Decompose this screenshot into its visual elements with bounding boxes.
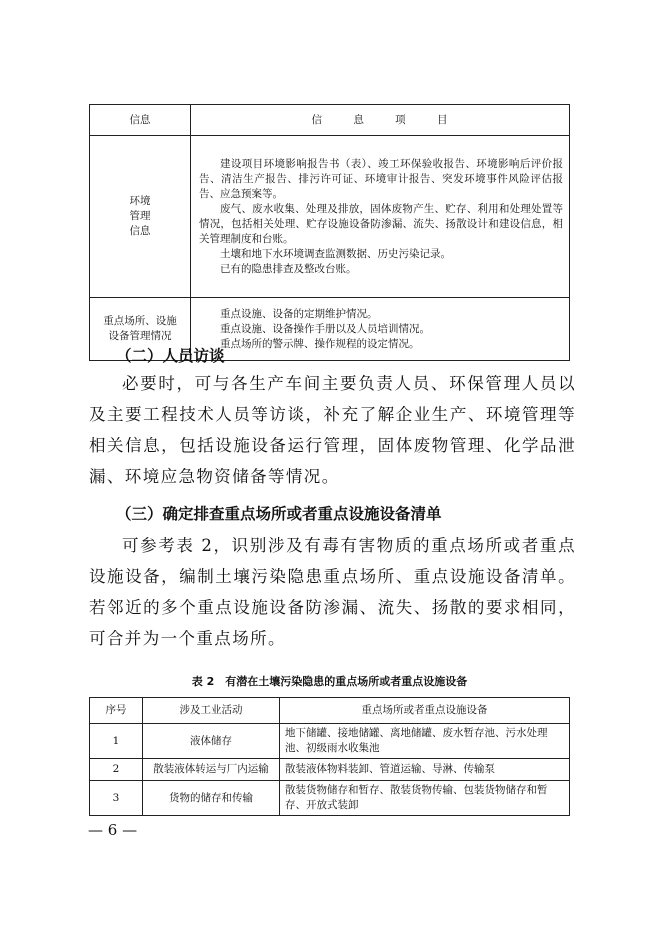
table-row bbox=[90, 759, 570, 781]
row-label-line: 环境 bbox=[129, 195, 151, 207]
page-number: — 6 — bbox=[88, 821, 138, 839]
cell-facilities: 散装货物储存和暂存、散装货物传输、包装货物储存和暂存、开放式装卸 bbox=[280, 781, 570, 816]
content-paragraph: 重点设施、设备操作手册以及人员培训情况。 bbox=[220, 322, 430, 335]
section-paragraph-interview: 必要时，可与各生产车间主要负责人员、环保管理人员以及主要工程技术人员等访谈，补充了解企业生产、环境管理等相关信息，包括设施设备运行管理，固体废物管理、化学品泄漏、环境应急物资储备等情况。 bbox=[89, 374, 576, 486]
section-heading-interview: （二）人员访谈 bbox=[116, 347, 225, 365]
table-caption: 表 2 有潜在土壤污染隐患的重点场所或者重点设施设备 bbox=[191, 675, 468, 688]
cell-facilities: 散装液体物料装卸、管道运输、导淋、传输泵 bbox=[280, 759, 570, 781]
header-info-cell: 信息 bbox=[90, 105, 191, 136]
row-label-line: 设备管理情况 bbox=[108, 330, 172, 342]
header-activity: 涉及工业活动 bbox=[143, 698, 280, 724]
cell-no: 2 bbox=[90, 759, 143, 781]
cell-activity: 货物的储存和传输 bbox=[143, 781, 280, 816]
table-row bbox=[90, 781, 570, 816]
cell-facilities: 地下储罐、接地储罐、离地储罐、废水暂存池、污水处理池、初级雨水收集池 bbox=[280, 724, 570, 759]
content-paragraph: 重点场所的警示牌、操作规程的设定情况。 bbox=[220, 337, 420, 350]
row-label-line: 管理 bbox=[129, 210, 151, 222]
cell-activity: 液体储存 bbox=[143, 724, 280, 759]
row-label-line: 重点场所、设施 bbox=[103, 315, 177, 327]
table-header-row bbox=[90, 105, 570, 136]
table-row bbox=[90, 724, 570, 759]
cell-activity: 散装液体转运与厂内运输 bbox=[143, 759, 280, 781]
header-items-cell: 信 息 项 目 bbox=[191, 105, 570, 136]
header-no: 序号 bbox=[90, 698, 143, 724]
table-row bbox=[90, 136, 570, 298]
row-label-line: 信息 bbox=[129, 225, 151, 237]
table-header-row bbox=[90, 698, 570, 724]
cell-no: 1 bbox=[90, 724, 143, 759]
row-content-facility-management bbox=[191, 298, 570, 361]
cell-no: 3 bbox=[90, 781, 143, 816]
content-paragraph: 已有的隐患排查及整改台账。 bbox=[220, 262, 357, 275]
information-table bbox=[89, 104, 570, 361]
row-label-environment bbox=[90, 136, 191, 298]
content-paragraph: 建设项目环境影响报告书（表）、竣工环保验收报告、环境影响后评价报告、清洁生产报告、排污许可证、环境审计报告、突发环境事件风险评估报告、应急预案等。 bbox=[199, 157, 563, 200]
facilities-table bbox=[89, 697, 570, 816]
content-paragraph: 废气、废水收集、处理及排放，固体废物产生、贮存、利用和处理处置等情况，包括相关处理、贮存设施设备防渗漏、流失、扬散设计和建设信息，相关管理制度和台账。 bbox=[199, 202, 563, 245]
section-paragraph-facility-list: 可参考表 2，识别涉及有毒有害物质的重点场所或者重点设施设备，编制土壤污染隐患重点场所、重点设施设备清单。若邻近的多个重点设施设备防渗漏、流失、扬散的要求相同，可合并为一个重点场所。 bbox=[89, 536, 576, 648]
content-paragraph: 重点设施、设备的定期维护情况。 bbox=[220, 307, 378, 320]
row-content-environment bbox=[191, 136, 570, 298]
section-heading-facility-list: （三）确定排查重点场所或者重点设施设备清单 bbox=[116, 505, 442, 523]
content-paragraph: 土壤和地下水环境调查监测数据、历史污染记录。 bbox=[220, 247, 451, 260]
header-facilities: 重点场所或者重点设施设备 bbox=[280, 698, 570, 724]
